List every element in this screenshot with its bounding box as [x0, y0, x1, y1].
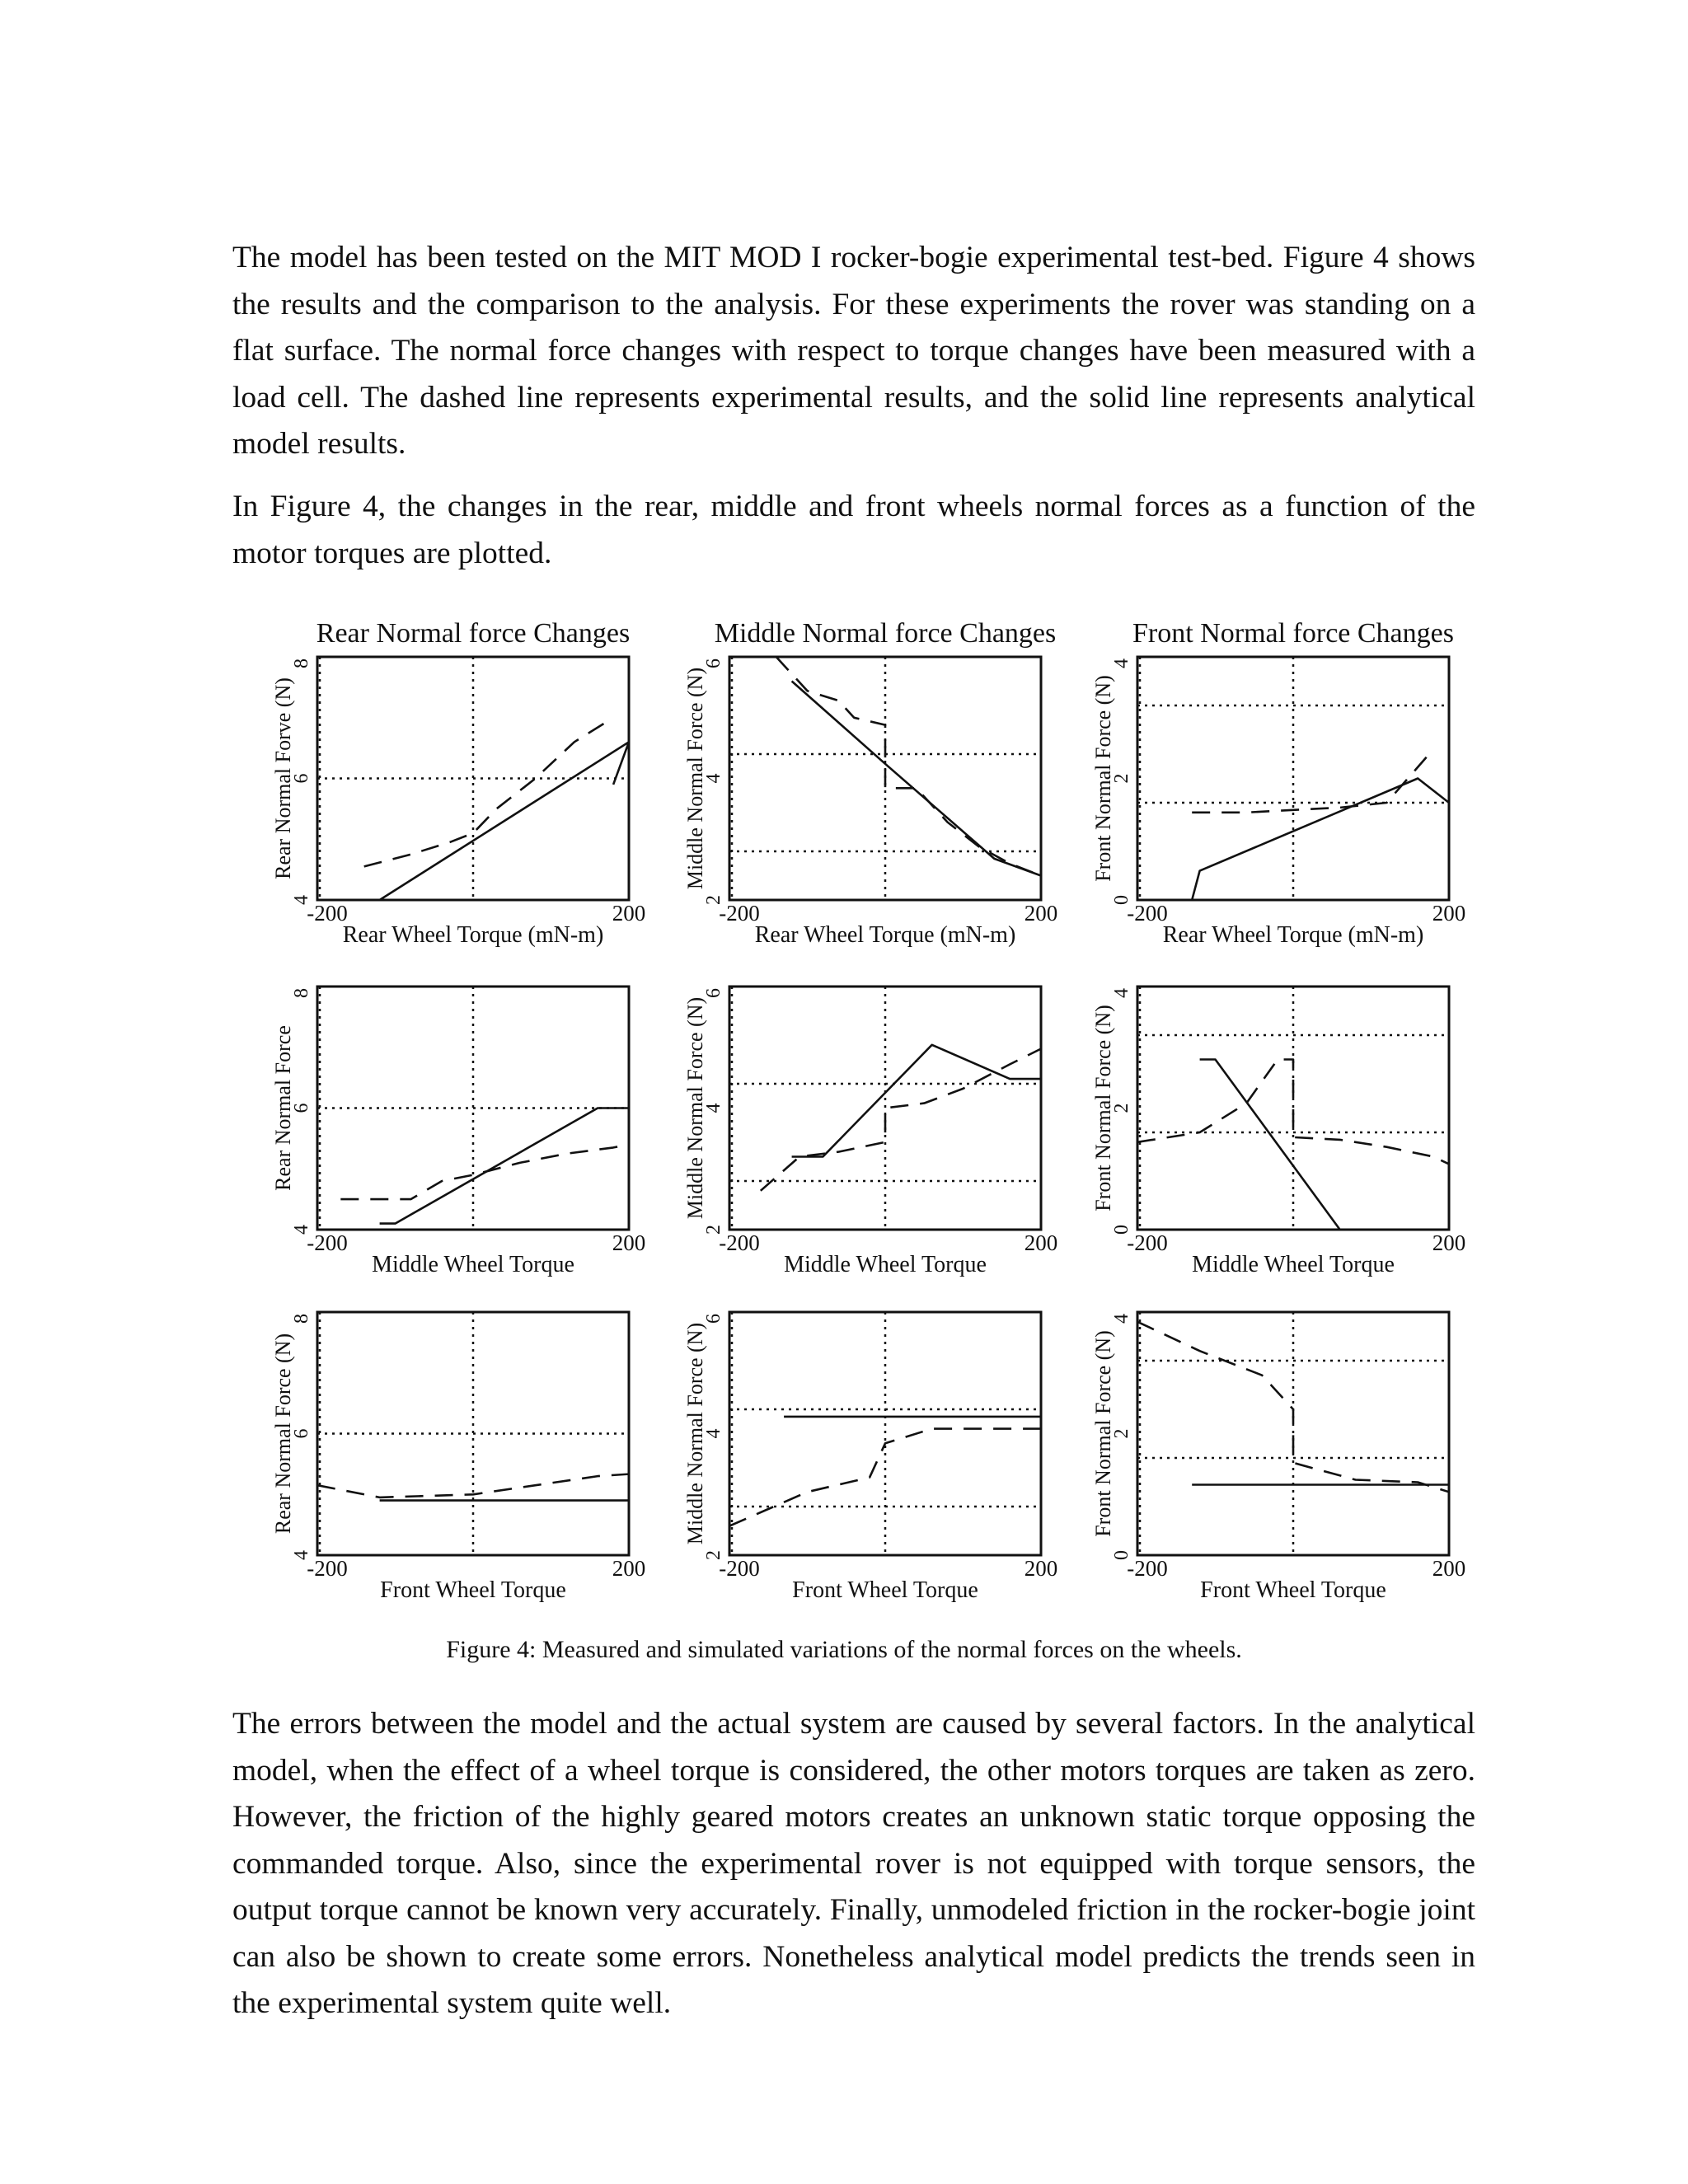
- figure-4: [247, 606, 1484, 1632]
- y-tick-label: 8: [291, 658, 312, 668]
- series-analytical: [1192, 779, 1449, 901]
- series-experimental: [776, 657, 1041, 876]
- y-tick-label: 0: [1111, 1550, 1132, 1560]
- paragraph-errors: The errors between the model and the actual system are caused by several factors. In the analytical model, when the effect of a wheel torque is considered, the other motors torques are taken as zero. However, the friction of the highly geared motors creates an unknown static torque opposing the commanded torque. Also, since the experimental rover is not equipped with torque sensors, the output torque cannot be known very accurately. Finally, unmodeled friction in the rocker-bogie joint can also be shown to create some errors. Nonetheless analytical model predicts the trends seen in the experimental system quite well.: [232, 1707, 1475, 2020]
- x-tick-label: 200: [1024, 1556, 1058, 1581]
- x-tick-label: -200: [307, 901, 348, 926]
- y-tick-label: 6: [703, 1314, 724, 1324]
- y-axis-label: Front Normal Force (N): [1091, 675, 1115, 882]
- chart-title: Middle Normal force Changes: [714, 618, 1057, 649]
- y-tick-label: 2: [1111, 773, 1132, 784]
- y-tick-label: 6: [703, 658, 724, 668]
- y-tick-label: 2: [703, 1225, 724, 1235]
- x-tick-label: -200: [719, 901, 760, 926]
- y-tick-label: 4: [1111, 988, 1132, 998]
- y-axis-label: Front Normal Force (N): [1091, 1005, 1115, 1212]
- series-experimental: [1137, 1322, 1465, 1497]
- x-tick-label: -200: [1127, 901, 1168, 926]
- x-tick-label: -200: [1127, 1230, 1168, 1255]
- x-tick-label: -200: [307, 1230, 348, 1255]
- x-tick-label: -200: [719, 1230, 760, 1255]
- y-tick-label: 4: [703, 1103, 724, 1113]
- chart-panel-c11: [683, 987, 1057, 1277]
- chart-title: Rear Normal force Changes: [316, 618, 631, 649]
- series-experimental: [729, 1429, 1057, 1526]
- x-tick-label: 200: [1024, 901, 1058, 926]
- x-axis-label: Front Wheel Torque: [380, 1577, 566, 1603]
- x-axis-label: Rear Wheel Torque (mN-m): [754, 922, 1016, 948]
- y-tick-label: 2: [703, 895, 724, 905]
- series-analytical: [792, 682, 1041, 876]
- series-analytical: [792, 1045, 1041, 1157]
- chart-panel-c21: [683, 1312, 1057, 1603]
- plot-frame: [1137, 657, 1449, 900]
- y-tick-label: 4: [291, 1550, 312, 1560]
- x-axis-label: Middle Wheel Torque: [784, 1252, 987, 1277]
- series-analytical: [1200, 1060, 1340, 1230]
- series-analytical: [380, 742, 629, 900]
- y-axis-label: Middle Normal Force (N): [683, 1322, 707, 1545]
- x-tick-label: 200: [612, 1556, 646, 1581]
- x-axis-label: Middle Wheel Torque: [1192, 1252, 1395, 1277]
- y-tick-label: 0: [1111, 895, 1132, 905]
- y-tick-label: 2: [703, 1550, 724, 1560]
- y-tick-label: 0: [1111, 1225, 1132, 1235]
- y-tick-label: 4: [291, 1225, 312, 1235]
- paragraph-intro: The model has been tested on the MIT MOD I rocker-bogie experimental test-bed. Figure 4 shows the results and the comparison to the analysis. For these experiments the rover was standing on a flat surface. The normal force changes with respect to torque changes have been measured with a load cell. The dashed line represents experimental results, and the solid line represents analytical model results.: [232, 241, 1475, 461]
- chart-panel-c20: [271, 1312, 645, 1603]
- x-axis-label: Front Wheel Torque: [792, 1577, 978, 1603]
- series-experimental: [340, 1145, 629, 1199]
- x-axis-label: Front Wheel Torque: [1200, 1577, 1386, 1603]
- x-tick-label: 200: [1432, 1556, 1466, 1581]
- y-tick-label: 4: [703, 773, 724, 784]
- x-tick-label: -200: [719, 1556, 760, 1581]
- y-tick-label: 2: [1111, 1103, 1132, 1113]
- y-axis-label: Rear Normal Forve (N): [271, 677, 295, 879]
- y-tick-label: 2: [1111, 1428, 1132, 1439]
- y-tick-label: 6: [703, 988, 724, 998]
- series-experimental: [1137, 1060, 1449, 1165]
- chart-panel-c22: [1091, 1312, 1465, 1603]
- y-axis-label: Front Normal Force (N): [1091, 1330, 1115, 1537]
- x-tick-label: 200: [1432, 1230, 1466, 1255]
- chart-panel-c00: [271, 618, 645, 948]
- series-experimental: [317, 1473, 645, 1497]
- y-tick-label: 4: [291, 895, 312, 905]
- y-axis-label: Rear Normal Force (N): [271, 1333, 295, 1535]
- x-tick-label: 200: [1432, 901, 1466, 926]
- y-axis-label: Middle Normal Force (N): [683, 996, 707, 1220]
- y-tick-label: 6: [291, 773, 312, 784]
- x-axis-label: Rear Wheel Torque (mN-m): [342, 922, 604, 948]
- y-tick-label: 8: [291, 988, 312, 998]
- plot-frame: [1137, 1312, 1449, 1555]
- y-tick-label: 4: [1111, 1314, 1132, 1324]
- chart-panel-c01: [683, 618, 1057, 948]
- chart-panel-c02: [1091, 618, 1465, 948]
- figure-caption: Figure 4: Measured and simulated variations of the normal forces on the wheels.: [446, 1636, 1242, 1663]
- x-tick-label: -200: [307, 1556, 348, 1581]
- y-tick-label: 4: [703, 1428, 724, 1439]
- x-tick-label: 200: [612, 901, 646, 926]
- chart-panel-c10: [271, 987, 645, 1277]
- x-tick-label: -200: [1127, 1556, 1168, 1581]
- series-experimental: [761, 1045, 1049, 1191]
- series-experimental: [364, 718, 613, 867]
- y-axis-label: Rear Normal Force: [271, 1025, 295, 1191]
- plot-frame: [729, 987, 1041, 1230]
- y-tick-label: 4: [1111, 658, 1132, 668]
- x-tick-label: 200: [1024, 1230, 1058, 1255]
- y-tick-label: 6: [291, 1428, 312, 1439]
- plot-frame: [1137, 987, 1449, 1230]
- y-axis-label: Middle Normal Force (N): [683, 667, 707, 890]
- chart-panel-c12: [1091, 987, 1465, 1277]
- chart-title: Front Normal force Changes: [1132, 618, 1454, 649]
- x-axis-label: Middle Wheel Torque: [372, 1252, 574, 1277]
- y-tick-label: 8: [291, 1314, 312, 1324]
- x-tick-label: 200: [612, 1230, 646, 1255]
- plot-frame: [729, 1312, 1041, 1555]
- x-axis-label: Rear Wheel Torque (mN-m): [1162, 922, 1424, 948]
- y-tick-label: 6: [291, 1103, 312, 1113]
- series-analytical: [380, 1108, 629, 1224]
- paragraph-figure-description: In Figure 4, the changes in the rear, middle and front wheels normal forces as a function of the motor torques are plotted.: [232, 490, 1475, 570]
